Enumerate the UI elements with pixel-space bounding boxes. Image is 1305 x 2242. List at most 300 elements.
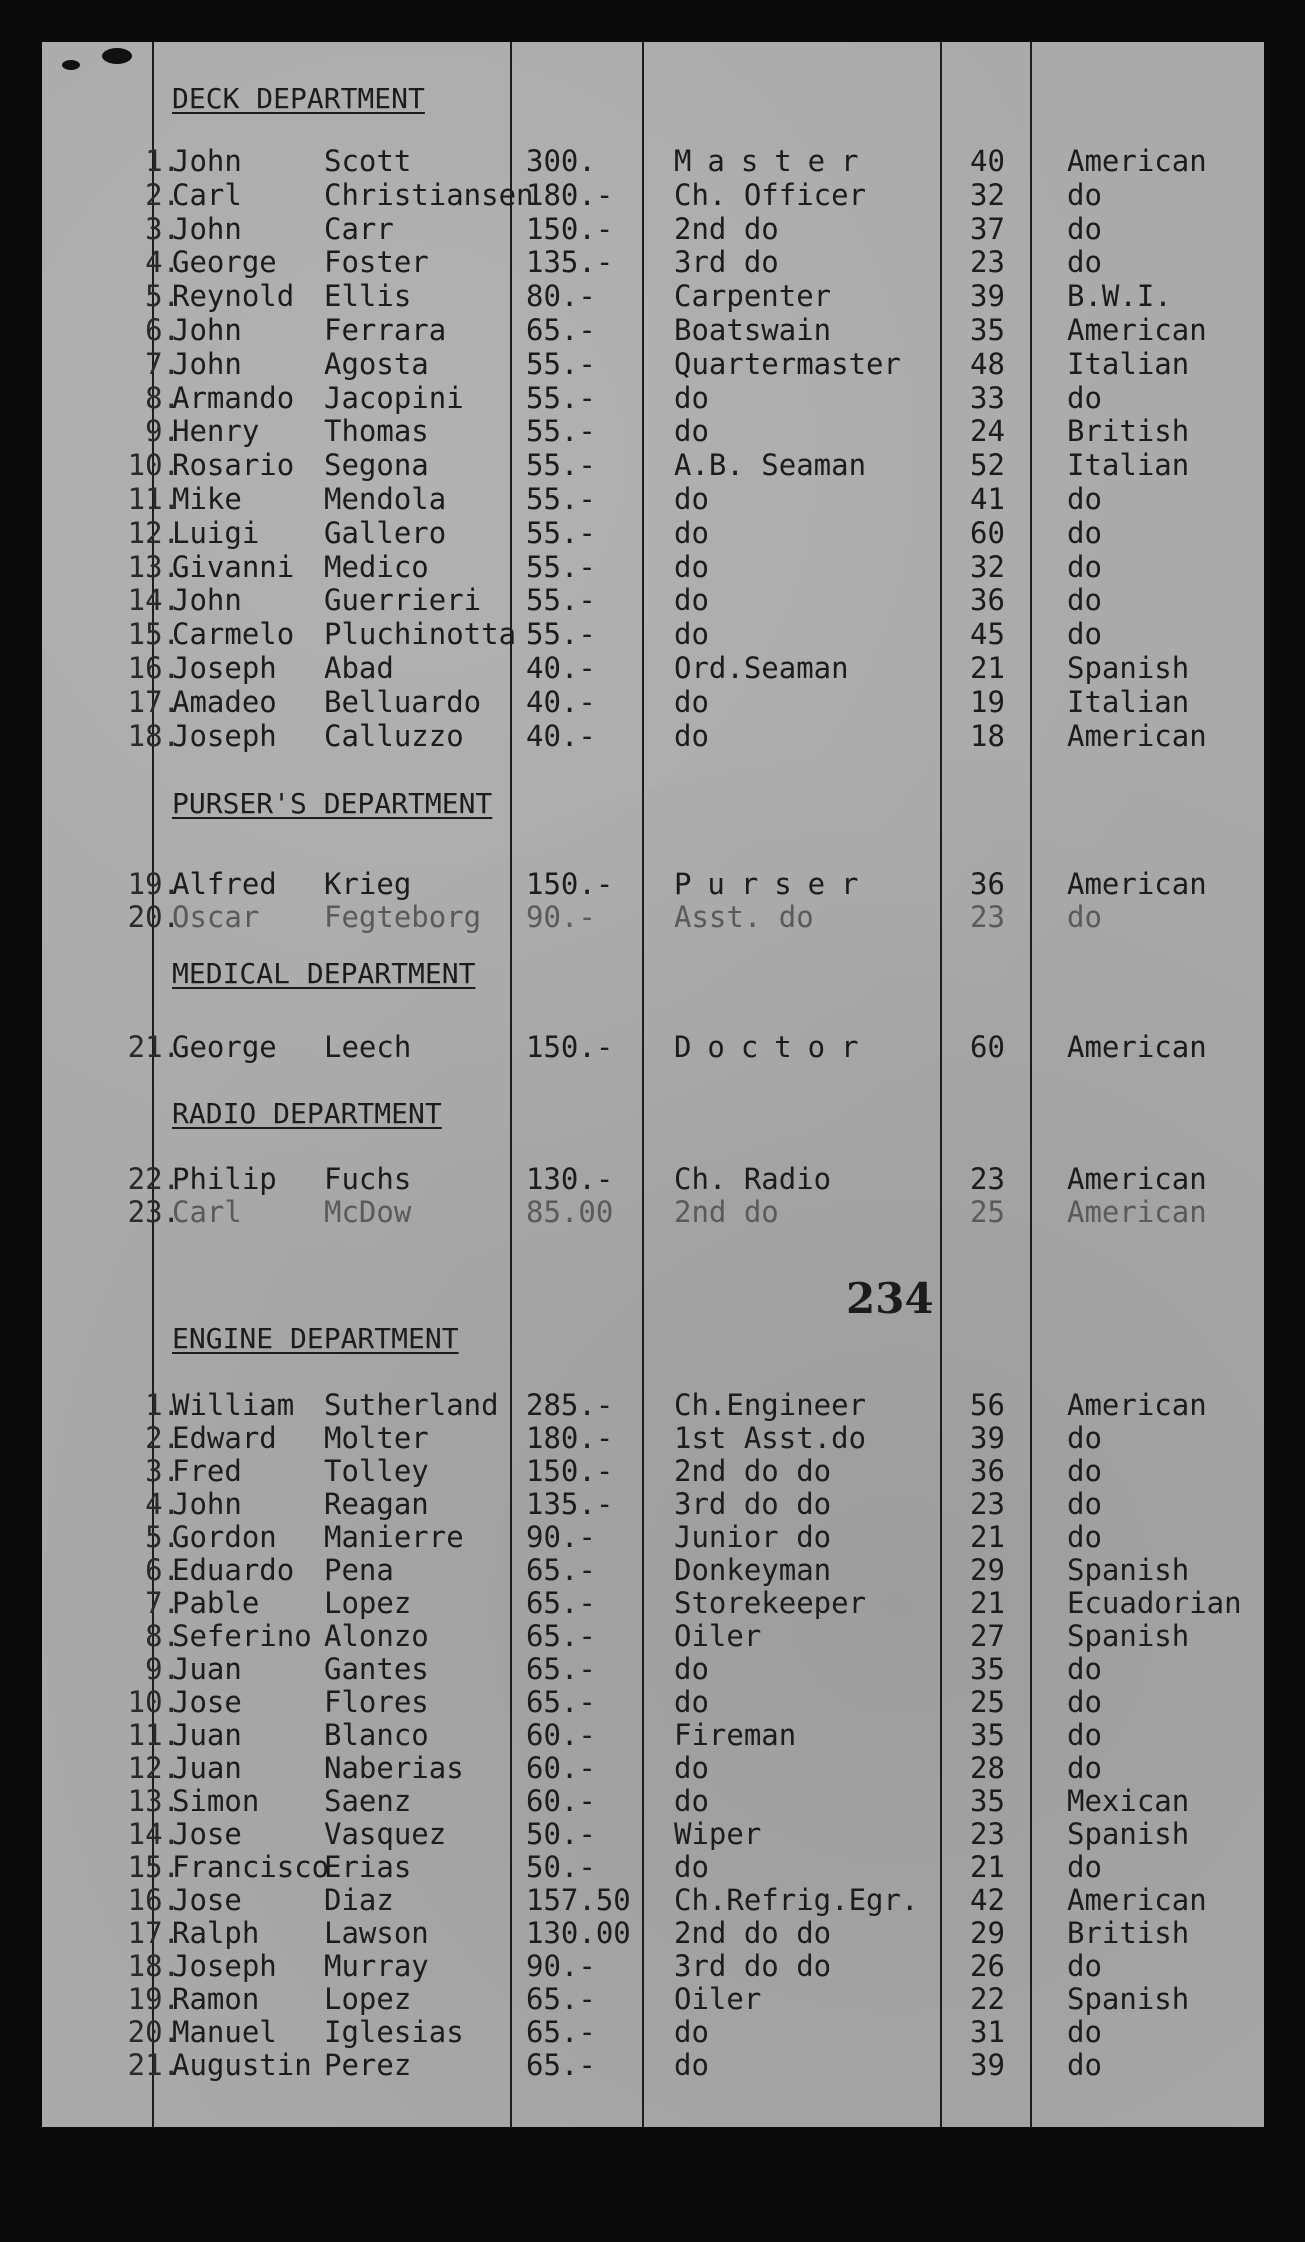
nationality: do (1067, 1751, 1102, 1785)
crew-row (42, 1619, 1264, 1653)
last-name: Saenz (324, 1784, 412, 1818)
first-name: Manuel (172, 2015, 277, 2049)
wage: 180.- (526, 177, 614, 212)
crew-row (42, 1784, 1264, 1818)
wage: 65.- (526, 1553, 596, 1587)
rank: do (674, 583, 709, 618)
row-number: 15. (127, 617, 180, 652)
wage: 150.- (526, 211, 614, 246)
last-name: Medico (324, 549, 429, 584)
row-number: 9. (145, 414, 180, 449)
crew-list-page (42, 42, 1264, 2127)
wage: 135.- (526, 1487, 614, 1521)
first-name: George (172, 1030, 277, 1064)
nationality: American (1067, 1030, 1207, 1064)
nationality: Spanish (1067, 1619, 1190, 1653)
age: 39 (970, 279, 1005, 314)
crew-row (42, 1388, 1264, 1422)
row-number: 17. (127, 1916, 180, 1950)
wage: 55.- (526, 482, 596, 516)
rank: 2nd do (674, 211, 779, 246)
age: 56 (970, 1388, 1005, 1422)
last-name: Blanco (324, 1718, 429, 1752)
first-name: Simon (172, 1784, 260, 1818)
first-name: John (172, 1487, 242, 1521)
last-name: Pluchinotta (324, 617, 517, 652)
rank: Fireman (674, 1718, 797, 1752)
row-number: 10. (127, 448, 180, 483)
crew-row (42, 1652, 1264, 1686)
nationality: Mexican (1067, 1784, 1190, 1818)
row-number: 5. (145, 1520, 180, 1554)
row-number: 19. (127, 1982, 180, 2016)
wage: 300. (526, 144, 596, 178)
nationality: B.W.I. (1067, 279, 1172, 314)
age: 23 (970, 1487, 1005, 1521)
rank: do (674, 617, 709, 652)
crew-row (42, 414, 1264, 448)
crew-row (42, 1949, 1264, 1983)
wage: 285.- (526, 1388, 614, 1422)
first-name: Amadeo (172, 684, 277, 719)
rank: Purser (674, 867, 875, 901)
wage: 65.- (526, 1685, 596, 1719)
age: 40 (970, 144, 1005, 178)
row-number: 2. (145, 1421, 180, 1455)
first-name: Ralph (172, 1916, 260, 1950)
nationality: American (1067, 1883, 1207, 1917)
wage: 90.- (526, 900, 596, 934)
crew-row (42, 1586, 1264, 1620)
nationality: do (1067, 1421, 1102, 1455)
first-name: Eduardo (172, 1553, 295, 1587)
nationality: Spanish (1067, 1982, 1190, 2016)
last-name: Alonzo (324, 1619, 429, 1653)
wage: 135.- (526, 245, 614, 280)
row-number: 11. (127, 1718, 180, 1752)
nationality: do (1067, 1487, 1102, 1521)
rank: do (674, 1784, 709, 1818)
age: 60 (970, 1030, 1005, 1064)
last-name: Iglesias (324, 2015, 464, 2049)
wage: 40.- (526, 684, 596, 719)
row-number: 14. (127, 583, 180, 618)
row-number: 6. (145, 313, 180, 347)
wage: 55.- (526, 380, 596, 415)
rank: Boatswain (674, 313, 832, 347)
rank: 2nd do do (674, 1454, 832, 1488)
nationality: do (1067, 1454, 1102, 1488)
last-name: Ferrara (324, 313, 447, 347)
age: 24 (970, 414, 1005, 449)
first-name: Ramon (172, 1982, 260, 2016)
age: 29 (970, 1553, 1005, 1587)
last-name: Erias (324, 1850, 412, 1884)
wage: 65.- (526, 2048, 596, 2082)
crew-row (42, 1195, 1264, 1229)
wage: 130.00 (526, 1916, 631, 1950)
rank: 1st Asst.do (674, 1421, 867, 1455)
wage: 150.- (526, 1030, 614, 1064)
last-name: Guerrieri (324, 583, 482, 618)
first-name: Pable (172, 1586, 260, 1620)
crew-row (42, 245, 1264, 279)
first-name: Juan (172, 1652, 242, 1686)
rank: do (674, 2048, 709, 2082)
nationality: do (1067, 245, 1102, 280)
crew-row (42, 900, 1264, 934)
first-name: Luigi (172, 515, 260, 550)
row-number: 12. (127, 1751, 180, 1785)
last-name: Flores (324, 1685, 429, 1719)
crew-row (42, 1685, 1264, 1719)
nationality: American (1067, 867, 1207, 901)
nationality: American (1067, 718, 1207, 753)
engine-department-heading: ENGINE DEPARTMENT (172, 1322, 459, 1355)
rank: do (674, 684, 709, 719)
age: 21 (970, 1520, 1005, 1554)
last-name: Vasquez (324, 1817, 447, 1851)
last-name: Abad (324, 651, 394, 685)
crew-row (42, 516, 1264, 550)
row-number: 8. (145, 1619, 180, 1653)
wage: 60.- (526, 1718, 596, 1752)
rank: Ch.Engineer (674, 1388, 867, 1422)
nationality: do (1067, 1520, 1102, 1554)
crew-row (42, 1162, 1264, 1196)
first-name: Carl (172, 177, 242, 212)
last-name: Calluzzo (324, 718, 464, 753)
last-name: Gantes (324, 1652, 429, 1686)
nationality: do (1067, 2015, 1102, 2049)
last-name: Sutherland (324, 1388, 499, 1422)
crew-row (42, 279, 1264, 313)
nationality: do (1067, 549, 1102, 584)
rank: Doctor (674, 1030, 875, 1064)
crew-row (42, 1850, 1264, 1884)
radio-department-heading: RADIO DEPARTMENT (172, 1097, 442, 1130)
rank: do (674, 718, 709, 753)
wage: 55.- (526, 583, 596, 618)
age: 36 (970, 1454, 1005, 1488)
crew-row (42, 685, 1264, 719)
wage: 90.- (526, 1520, 596, 1554)
crew-row (42, 651, 1264, 685)
age: 23 (970, 900, 1005, 934)
wage: 65.- (526, 1586, 596, 1620)
age: 23 (970, 1162, 1005, 1196)
last-name: Manierre (324, 1520, 464, 1554)
age: 31 (970, 2015, 1005, 2049)
rank: Wiper (674, 1817, 762, 1851)
last-name: Murray (324, 1949, 429, 1983)
age: 52 (970, 448, 1005, 483)
age: 18 (970, 718, 1005, 753)
age: 39 (970, 2048, 1005, 2082)
first-name: Carmelo (172, 617, 295, 652)
crew-row (42, 482, 1264, 516)
last-name: Mendola (324, 482, 447, 516)
nationality: do (1067, 900, 1102, 934)
rank: Quartermaster (674, 346, 901, 381)
age: 36 (970, 867, 1005, 901)
age: 28 (970, 1751, 1005, 1785)
age: 21 (970, 1850, 1005, 1884)
row-number: 19. (127, 867, 180, 901)
row-number: 7. (145, 1586, 180, 1620)
age: 41 (970, 482, 1005, 516)
nationality: do (1067, 1685, 1102, 1719)
rank: do (674, 1850, 709, 1884)
nationality: do (1067, 1850, 1102, 1884)
row-number: 13. (127, 1784, 180, 1818)
last-name: Diaz (324, 1883, 394, 1917)
rank: A.B. Seaman (674, 448, 867, 483)
wage: 65.- (526, 2015, 596, 2049)
first-name: Philip (172, 1162, 277, 1196)
last-name: Reagan (324, 1487, 429, 1521)
crew-row (42, 1751, 1264, 1785)
row-number: 18. (127, 1949, 180, 1983)
wage: 55.- (526, 515, 596, 550)
row-number: 7. (145, 346, 180, 381)
crew-row (42, 144, 1264, 178)
wage: 40.- (526, 651, 596, 685)
deck-department-heading: DECK DEPARTMENT (172, 82, 425, 115)
wage: 50.- (526, 1817, 596, 1851)
last-name: Christiansen (324, 177, 534, 212)
row-number: 17. (127, 684, 180, 719)
rank: do (674, 414, 709, 449)
wage: 65.- (526, 1652, 596, 1686)
rank: Ch.Refrig.Egr. (674, 1883, 919, 1917)
row-number: 15. (127, 1850, 180, 1884)
wage: 55.- (526, 346, 596, 381)
nationality: Italian (1067, 684, 1190, 719)
crew-row (42, 1030, 1264, 1064)
last-name: Fegteborg (324, 900, 482, 934)
wage: 130.- (526, 1162, 614, 1196)
first-name: Juan (172, 1718, 242, 1752)
first-name: Jose (172, 1817, 242, 1851)
first-name: Mike (172, 482, 242, 516)
age: 32 (970, 549, 1005, 584)
last-name: Ellis (324, 279, 412, 314)
rank: Master (674, 144, 875, 178)
wage: 65.- (526, 313, 596, 347)
last-name: McDow (324, 1195, 412, 1229)
rank: do (674, 1751, 709, 1785)
age: 39 (970, 1421, 1005, 1455)
row-number: 3. (145, 211, 180, 246)
row-number: 20. (127, 2015, 180, 2049)
wage: 55.- (526, 448, 596, 483)
rank: 2nd do (674, 1195, 779, 1229)
first-name: Joseph (172, 718, 277, 753)
nationality: Italian (1067, 346, 1190, 381)
first-name: Seferino (172, 1619, 312, 1653)
age: 32 (970, 177, 1005, 212)
wage: 55.- (526, 414, 596, 449)
age: 23 (970, 245, 1005, 280)
age: 42 (970, 1883, 1005, 1917)
first-name: Augustin (172, 2048, 312, 2082)
nationality: do (1067, 1652, 1102, 1686)
nationality: do (1067, 583, 1102, 618)
nationality: Spanish (1067, 1553, 1190, 1587)
crew-row (42, 2048, 1264, 2082)
rank: Storekeeper (674, 1586, 867, 1620)
rank: do (674, 515, 709, 550)
rank: do (674, 1685, 709, 1719)
first-name: Reynold (172, 279, 295, 314)
crew-row (42, 1982, 1264, 2016)
crew-row (42, 867, 1264, 901)
wage: 55.- (526, 549, 596, 584)
first-name: Armando (172, 380, 295, 415)
nationality: do (1067, 1718, 1102, 1752)
first-name: Carl (172, 1195, 242, 1229)
crew-row (42, 1916, 1264, 1950)
crew-row (42, 313, 1264, 347)
crew-row (42, 347, 1264, 381)
row-number: 14. (127, 1817, 180, 1851)
rank: do (674, 380, 709, 415)
row-number: 4. (145, 1487, 180, 1521)
row-number: 21. (127, 1030, 180, 1064)
crew-row (42, 1883, 1264, 1917)
page-number: 234 (846, 1274, 934, 1323)
wage: 180.- (526, 1421, 614, 1455)
first-name: John (172, 211, 242, 246)
first-name: William (172, 1388, 295, 1422)
row-number: 3. (145, 1454, 180, 1488)
wage: 60.- (526, 1751, 596, 1785)
medical-department-heading: MEDICAL DEPARTMENT (172, 957, 476, 990)
wage: 55.- (526, 617, 596, 652)
first-name: Oscar (172, 900, 260, 934)
crew-row (42, 1454, 1264, 1488)
row-number: 9. (145, 1652, 180, 1686)
row-number: 1. (145, 1388, 180, 1422)
age: 29 (970, 1916, 1005, 1950)
nationality: do (1067, 211, 1102, 246)
crew-row (42, 719, 1264, 753)
crew-row (42, 1718, 1264, 1752)
last-name: Lopez (324, 1982, 412, 2016)
crew-row (42, 1553, 1264, 1587)
rank: Oiler (674, 1619, 762, 1653)
nationality: American (1067, 1195, 1207, 1229)
wage: 80.- (526, 279, 596, 314)
purser-department-heading: PURSER'S DEPARTMENT (172, 787, 493, 820)
nationality: do (1067, 1949, 1102, 1983)
crew-row (42, 2015, 1264, 2049)
age: 36 (970, 583, 1005, 618)
nationality: American (1067, 1162, 1207, 1196)
last-name: Thomas (324, 414, 429, 449)
rank: do (674, 2015, 709, 2049)
last-name: Belluardo (324, 684, 482, 719)
rank: Carpenter (674, 279, 832, 314)
nationality: do (1067, 515, 1102, 550)
nationality: do (1067, 482, 1102, 516)
crew-row (42, 1817, 1264, 1851)
first-name: John (172, 583, 242, 618)
first-name: Francisco (172, 1850, 330, 1884)
row-number: 21. (127, 2048, 180, 2082)
last-name: Fuchs (324, 1162, 412, 1196)
rank: 3rd do do (674, 1487, 832, 1521)
row-number: 22. (127, 1162, 180, 1196)
row-number: 20. (127, 900, 180, 934)
age: 22 (970, 1982, 1005, 2016)
rank: 2nd do do (674, 1916, 832, 1950)
first-name: Fred (172, 1454, 242, 1488)
row-number: 18. (127, 718, 180, 753)
age: 23 (970, 1817, 1005, 1851)
last-name: Gallero (324, 515, 447, 550)
age: 33 (970, 380, 1005, 415)
first-name: Gordon (172, 1520, 277, 1554)
nationality: do (1067, 617, 1102, 652)
row-number: 6. (145, 1553, 180, 1587)
ink-blot-mark (102, 48, 132, 64)
age: 21 (970, 1586, 1005, 1620)
row-number: 11. (127, 482, 180, 516)
age: 35 (970, 1718, 1005, 1752)
first-name: Alfred (172, 867, 277, 901)
ink-blot-mark (62, 60, 80, 70)
first-name: Jose (172, 1883, 242, 1917)
last-name: Carr (324, 211, 394, 246)
crew-row (42, 1487, 1264, 1521)
nationality: British (1067, 1916, 1190, 1950)
rank: Ord.Seaman (674, 651, 849, 685)
age: 19 (970, 684, 1005, 719)
age: 45 (970, 617, 1005, 652)
crew-row (42, 617, 1264, 651)
age: 48 (970, 346, 1005, 381)
first-name: Givanni (172, 549, 295, 584)
last-name: Leech (324, 1030, 412, 1064)
wage: 65.- (526, 1619, 596, 1653)
crew-row (42, 178, 1264, 212)
first-name: John (172, 346, 242, 381)
rank: Donkeyman (674, 1553, 832, 1587)
first-name: Joseph (172, 1949, 277, 1983)
row-number: 1. (145, 144, 180, 178)
age: 35 (970, 1784, 1005, 1818)
crew-row (42, 1520, 1264, 1554)
last-name: Scott (324, 144, 412, 178)
row-number: 4. (145, 245, 180, 280)
first-name: Joseph (172, 651, 277, 685)
row-number: 13. (127, 549, 180, 584)
last-name: Perez (324, 2048, 412, 2082)
crew-row (42, 212, 1264, 246)
last-name: Foster (324, 245, 429, 280)
crew-row (42, 550, 1264, 584)
first-name: Edward (172, 1421, 277, 1455)
crew-row (42, 1421, 1264, 1455)
nationality: American (1067, 313, 1207, 347)
first-name: George (172, 245, 277, 280)
first-name: Jose (172, 1685, 242, 1719)
nationality: Spanish (1067, 651, 1190, 685)
rank: Asst. do (674, 900, 814, 934)
row-number: 12. (127, 515, 180, 550)
